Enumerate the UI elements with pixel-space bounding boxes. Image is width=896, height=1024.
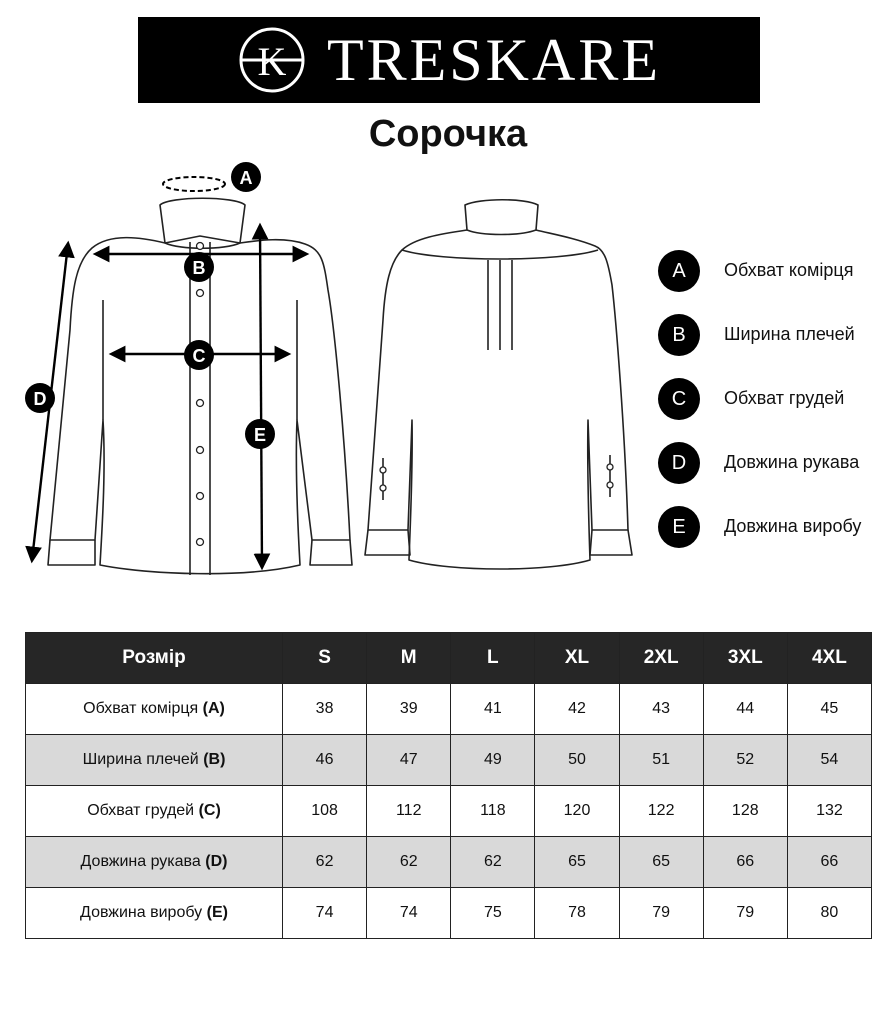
table-cell: 132 bbox=[787, 786, 871, 837]
row-label-text: Довжина виробу bbox=[80, 904, 203, 921]
table-cell: 65 bbox=[619, 837, 703, 888]
brand-logo-letter: K bbox=[257, 39, 287, 84]
row-label-code: (A) bbox=[202, 700, 225, 717]
marker-b-label: B bbox=[192, 258, 206, 278]
table-cell: 120 bbox=[535, 786, 619, 837]
legend-label: Обхват грудей bbox=[724, 388, 845, 408]
table-cell: 49 bbox=[451, 735, 535, 786]
row-label-code: (C) bbox=[198, 802, 221, 819]
header-size-l: L bbox=[451, 633, 535, 684]
row-label bbox=[26, 684, 283, 735]
table-cell: 43 bbox=[619, 684, 703, 735]
header-size-m: M bbox=[367, 633, 451, 684]
marker-c-label: C bbox=[192, 346, 206, 366]
front-buttons bbox=[197, 243, 204, 546]
legend-item-sleeve bbox=[658, 442, 894, 506]
table-cell: 108 bbox=[283, 786, 367, 837]
table-cell: 66 bbox=[787, 837, 871, 888]
diagram-marker-e bbox=[245, 419, 275, 449]
table-cell: 52 bbox=[703, 735, 787, 786]
marker-e-label: E bbox=[253, 425, 267, 445]
legend-badge: B bbox=[658, 314, 700, 356]
page-title: Сорочка bbox=[368, 113, 528, 155]
row-label-text: Довжина рукава bbox=[80, 853, 201, 870]
table-cell: 112 bbox=[367, 786, 451, 837]
legend-label: Довжина виробу bbox=[724, 516, 862, 536]
table-cell: 78 bbox=[535, 888, 619, 939]
table-cell: 38 bbox=[283, 684, 367, 735]
row-label-text: Обхват грудей bbox=[87, 802, 195, 819]
diagram-marker-b bbox=[184, 252, 214, 282]
brand-logo-icon bbox=[237, 25, 307, 95]
table-row-chest bbox=[26, 786, 872, 837]
legend-item-shoulders bbox=[658, 314, 894, 378]
table-row-sleeve bbox=[26, 837, 872, 888]
table-cell: 80 bbox=[787, 888, 871, 939]
table-cell: 65 bbox=[535, 837, 619, 888]
row-label bbox=[26, 786, 283, 837]
row-label bbox=[26, 888, 283, 939]
marker-d-label: D bbox=[33, 389, 47, 409]
table-cell: 79 bbox=[619, 888, 703, 939]
diagram-marker-a bbox=[231, 162, 261, 192]
table-cell: 74 bbox=[283, 888, 367, 939]
table-cell: 75 bbox=[451, 888, 535, 939]
table-cell: 39 bbox=[367, 684, 451, 735]
table-cell: 46 bbox=[283, 735, 367, 786]
row-label-code: (E) bbox=[206, 904, 228, 921]
table-cell: 42 bbox=[535, 684, 619, 735]
row-label-code: (D) bbox=[205, 853, 228, 870]
size-table bbox=[25, 632, 872, 939]
table-cell: 62 bbox=[451, 837, 535, 888]
table-cell: 122 bbox=[619, 786, 703, 837]
table-cell: 47 bbox=[367, 735, 451, 786]
legend-badge: C bbox=[658, 378, 700, 420]
length-measure-line bbox=[260, 226, 262, 567]
legend-label: Ширина плечей bbox=[724, 324, 855, 344]
legend-item-collar bbox=[658, 250, 894, 314]
header-size-s: S bbox=[283, 633, 367, 684]
table-cell: 50 bbox=[535, 735, 619, 786]
size-table-header bbox=[26, 633, 872, 684]
header-size-xl: XL bbox=[535, 633, 619, 684]
header-size-label: Розмір bbox=[26, 633, 283, 684]
diagram-marker-c bbox=[184, 340, 214, 370]
legend-label: Обхват комірця bbox=[724, 260, 854, 280]
legend-label: Довжина рукава bbox=[724, 452, 860, 472]
legend-item-length bbox=[658, 506, 894, 570]
back-cuff-buttons bbox=[380, 464, 613, 491]
legend-item-chest bbox=[658, 378, 894, 442]
brand-name: TRESKARE bbox=[326, 27, 662, 93]
row-label-text: Обхват комірця bbox=[83, 700, 199, 717]
table-cell: 118 bbox=[451, 786, 535, 837]
row-label-code: (B) bbox=[203, 751, 226, 768]
row-label-text: Ширина плечей bbox=[82, 751, 199, 768]
table-cell: 79 bbox=[703, 888, 787, 939]
table-cell: 62 bbox=[367, 837, 451, 888]
brand-banner bbox=[138, 17, 760, 103]
table-cell: 41 bbox=[451, 684, 535, 735]
measurement-legend bbox=[658, 250, 894, 570]
collar-measure-line bbox=[163, 177, 225, 191]
table-cell: 74 bbox=[367, 888, 451, 939]
table-cell: 62 bbox=[283, 837, 367, 888]
table-cell: 44 bbox=[703, 684, 787, 735]
legend-badge: D bbox=[658, 442, 700, 484]
header-size-2xl: 2XL bbox=[619, 633, 703, 684]
table-cell: 45 bbox=[787, 684, 871, 735]
legend-badge: A bbox=[658, 250, 700, 292]
marker-a-label: A bbox=[239, 168, 253, 188]
row-label bbox=[26, 837, 283, 888]
legend-badge: E bbox=[658, 506, 700, 548]
table-row-length bbox=[26, 888, 872, 939]
table-cell: 128 bbox=[703, 786, 787, 837]
header-size-3xl: 3XL bbox=[703, 633, 787, 684]
back-shirt-outline bbox=[365, 200, 632, 569]
header-size-4xl: 4XL bbox=[787, 633, 871, 684]
table-cell: 51 bbox=[619, 735, 703, 786]
table-row-shoulders bbox=[26, 735, 872, 786]
diagram-marker-d bbox=[25, 383, 55, 413]
table-cell: 54 bbox=[787, 735, 871, 786]
row-label bbox=[26, 735, 283, 786]
table-row-collar bbox=[26, 684, 872, 735]
table-cell: 66 bbox=[703, 837, 787, 888]
